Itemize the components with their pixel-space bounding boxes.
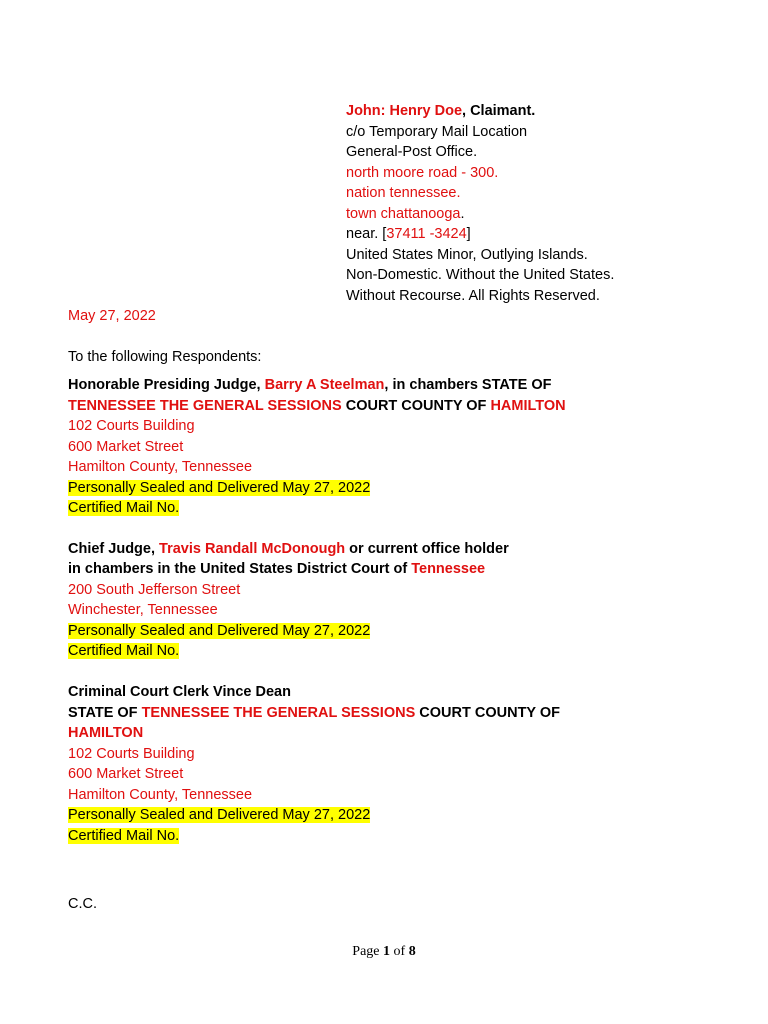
respondent-2-address: 200 South Jefferson Street xyxy=(68,582,241,598)
claimant-line: General-Post Office. xyxy=(346,144,478,160)
respondent-3-address: 600 Market Street xyxy=(68,766,184,782)
county-name: HAMILTON xyxy=(490,398,566,414)
claimant-zip: 37411 -3424 xyxy=(386,226,467,242)
claimant-line: Without Recourse. All Rights Reserved. xyxy=(346,288,600,304)
respondent-1-address: 102 Courts Building xyxy=(68,418,195,434)
respondent-1-address: Hamilton County, Tennessee xyxy=(68,459,253,475)
certified-mail-note: Certified Mail No. xyxy=(68,828,180,844)
claimant-near-suffix: ] xyxy=(466,226,471,242)
page-number: 1 xyxy=(383,944,391,959)
claimant-line: United States Minor, Outlying Islands. xyxy=(346,247,588,263)
delivered-note: Personally Sealed and Delivered May 27, 2022 xyxy=(68,480,371,496)
court-label: in chambers in the United States District Court of xyxy=(68,561,412,577)
respondent-role: Chief Judge, xyxy=(68,541,160,557)
respondent-3-address: Hamilton County, Tennessee xyxy=(68,787,253,803)
claimant-name: John: Henry Doe xyxy=(346,103,463,119)
respondent-2-title xyxy=(68,539,509,559)
page-total: 8 xyxy=(408,944,416,959)
claimant-street: north moore road - 300. xyxy=(346,165,499,181)
respondent-2-certified xyxy=(68,641,179,661)
respondent-3-county: HAMILTON xyxy=(68,725,144,741)
certified-mail-note: Certified Mail No. xyxy=(68,500,180,516)
respondent-1-court xyxy=(68,396,566,416)
respondent-3-certified xyxy=(68,826,179,846)
page-label: Page xyxy=(352,944,384,959)
respondent-2-address: Winchester, Tennessee xyxy=(68,602,218,618)
claimant-town-suffix: . xyxy=(460,206,465,222)
respondent-name: Travis Randall McDonough xyxy=(159,541,346,557)
claimant-nation: nation tennessee. xyxy=(346,185,461,201)
claimant-near-line xyxy=(346,224,471,244)
respondent-1-title xyxy=(68,375,551,395)
claimant-suffix: , Claimant. xyxy=(462,103,536,119)
document-date: May 27, 2022 xyxy=(68,308,156,324)
respondent-1-delivered xyxy=(68,478,370,498)
respondent-name: Barry A Steelman xyxy=(264,377,385,393)
respondent-1-address: 600 Market Street xyxy=(68,439,184,455)
claimant-near-prefix: near. [ xyxy=(346,226,387,242)
court-name: TENNESSEE THE GENERAL SESSIONS xyxy=(68,398,342,414)
certified-mail-note: Certified Mail No. xyxy=(68,643,180,659)
delivered-note: Personally Sealed and Delivered May 27, 2022 xyxy=(68,807,371,823)
respondent-3-court xyxy=(68,703,560,723)
of-label: of xyxy=(390,944,409,959)
cc-label: C.C. xyxy=(68,896,97,912)
claimant-town-line xyxy=(346,204,465,224)
respondent-3-address: 102 Courts Building xyxy=(68,746,195,762)
claimant-town: town chattanooga xyxy=(346,206,461,222)
claimant-line: c/o Temporary Mail Location xyxy=(346,124,528,140)
respondent-2-court xyxy=(68,559,485,579)
respondent-title-suffix: , in chambers STATE OF xyxy=(384,377,552,393)
respondent-title-suffix: or current office holder xyxy=(345,541,509,557)
delivered-note: Personally Sealed and Delivered May 27, 2022 xyxy=(68,623,371,639)
state-of-label: STATE OF xyxy=(68,705,142,721)
page-footer xyxy=(0,942,768,962)
respondent-2-delivered xyxy=(68,621,370,641)
court-county-label: COURT COUNTY OF xyxy=(341,398,491,414)
respondent-role: Honorable Presiding Judge, xyxy=(68,377,265,393)
court-state: Tennessee xyxy=(411,561,486,577)
claimant-line: Non-Domestic. Without the United States. xyxy=(346,267,615,283)
respondents-intro: To the following Respondents: xyxy=(68,349,262,365)
court-name: TENNESSEE THE GENERAL SESSIONS xyxy=(141,705,416,721)
claimant-name-line xyxy=(346,101,535,121)
court-county-label: COURT COUNTY OF xyxy=(415,705,560,721)
respondent-3-title: Criminal Court Clerk Vince Dean xyxy=(68,684,291,700)
respondent-3-delivered xyxy=(68,805,370,825)
respondent-1-certified xyxy=(68,498,179,518)
